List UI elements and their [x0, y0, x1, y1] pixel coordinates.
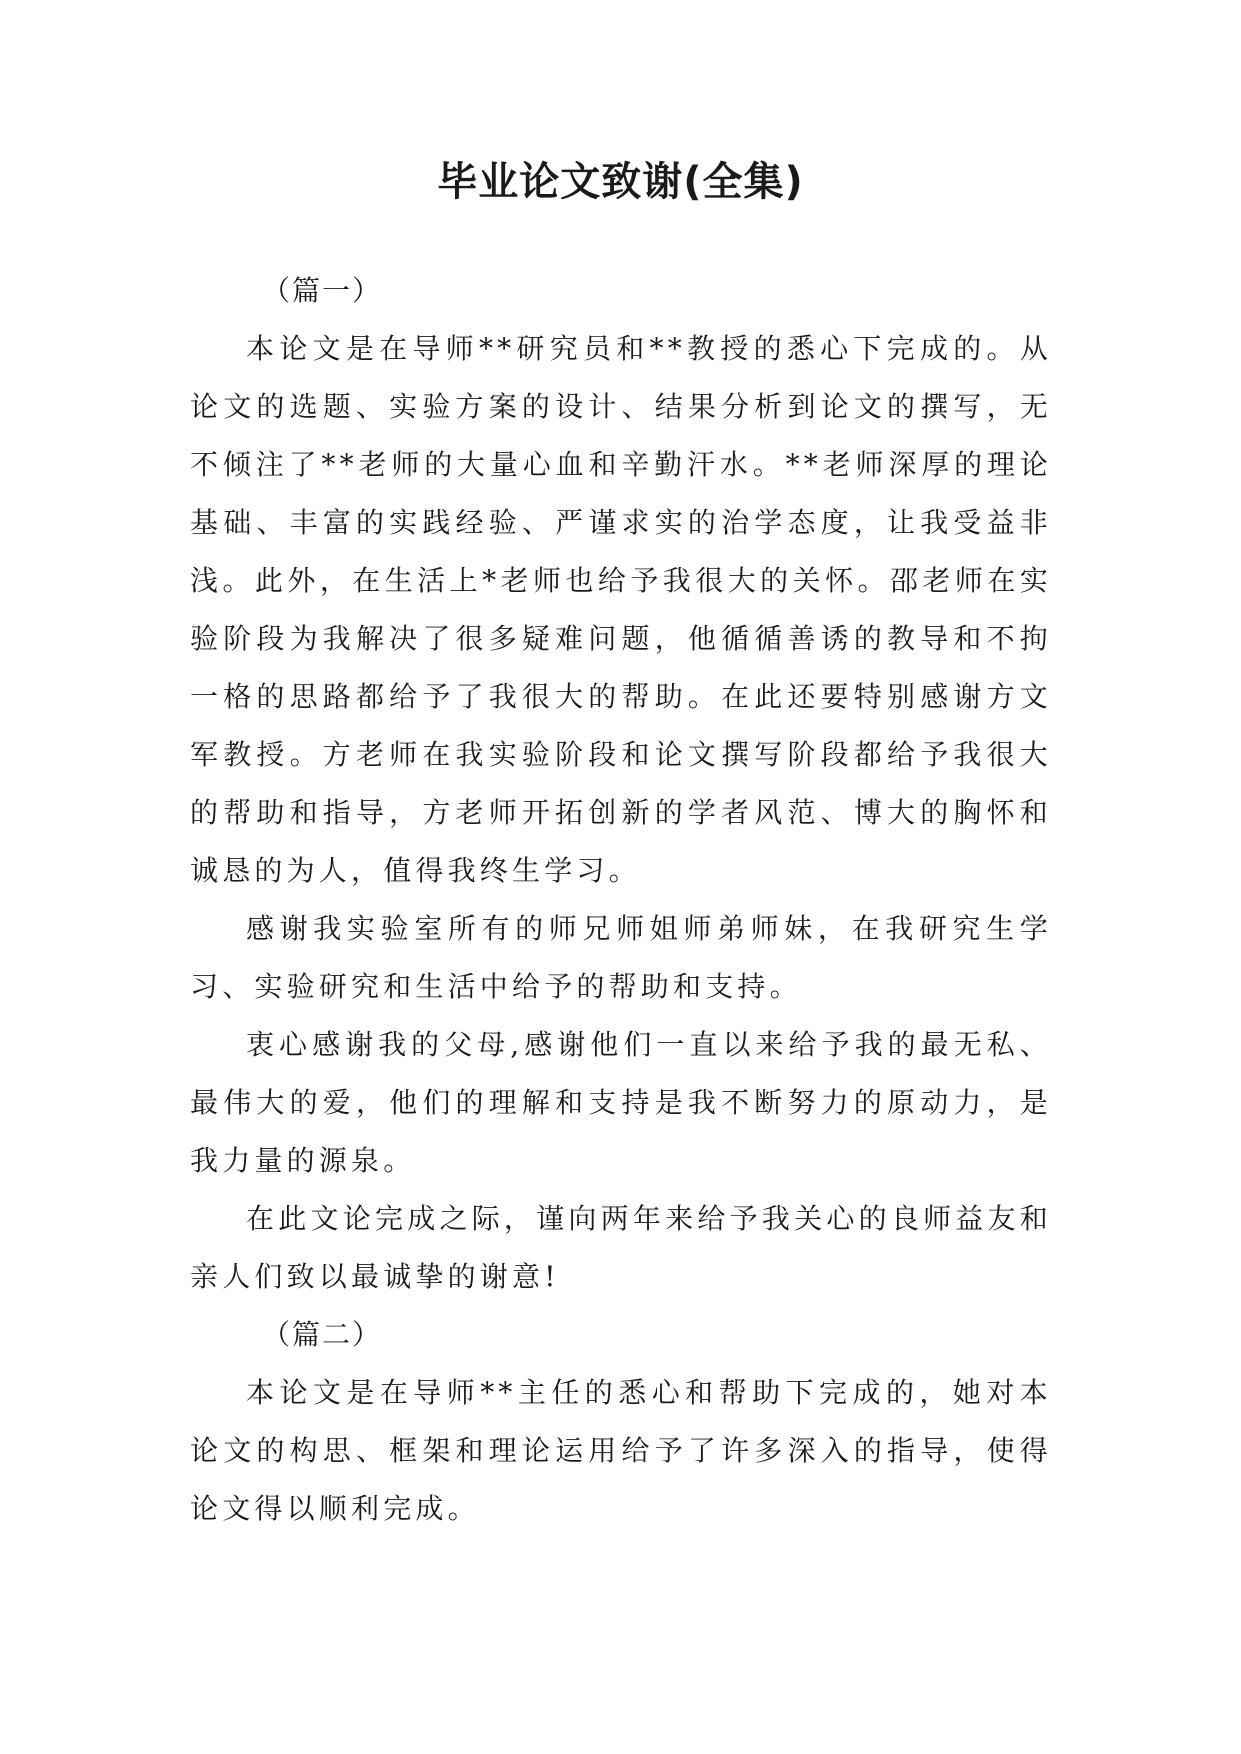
document-body [190, 262, 1052, 1538]
paragraph: 本论文是在导师**主任的悉心和帮助下完成的，她对本论文的构思、框架和理论运用给予了许多深入的指导，使得论文得以顺利完成。 [190, 1376, 1052, 1525]
paragraph: 本论文是在导师**研究员和**教授的悉心下完成的。从论文的选题、实验方案的设计、结果分析到论文的撰写，无不倾注了**老师的大量心血和辛勤汗水。**老师深厚的理论基础、丰富的实践经验、严谨求实的治学态度，让我受益非浅。此外，在生活上*老师也给予我很大的关怀。邵老师在实验阶段为我解决了很多疑难问题，他循循善诱的教导和不拘一格的思路都给予了我很大的帮助。在此还要特别感谢方文军教授。方老师在我实验阶段和论文撰写阶段都给予我很大的帮助和指导，方老师开拓创新的学者风范、博大的胸怀和诚恳的为人，值得我终生学习。 [190, 332, 1052, 887]
section-label-2: （篇二） [262, 1318, 383, 1351]
paragraph: 在此文论完成之际，谨向两年来给予我关心的良师益友和亲人们致以最诚挚的谢意! [190, 1202, 1052, 1293]
paragraph: 感谢我实验室所有的师兄师姐师弟师妹，在我研究生学习、实验研究和生活中给予的帮助和支持。 [190, 912, 1052, 1003]
paragraph: 衷心感谢我的父母,感谢他们一直以来给予我的最无私、最伟大的爱，他们的理解和支持是我不断努力的原动力，是我力量的源泉。 [190, 1028, 1052, 1177]
document-title: 毕业论文致谢(全集) [437, 159, 804, 205]
section-label-1: （篇一） [262, 274, 383, 307]
